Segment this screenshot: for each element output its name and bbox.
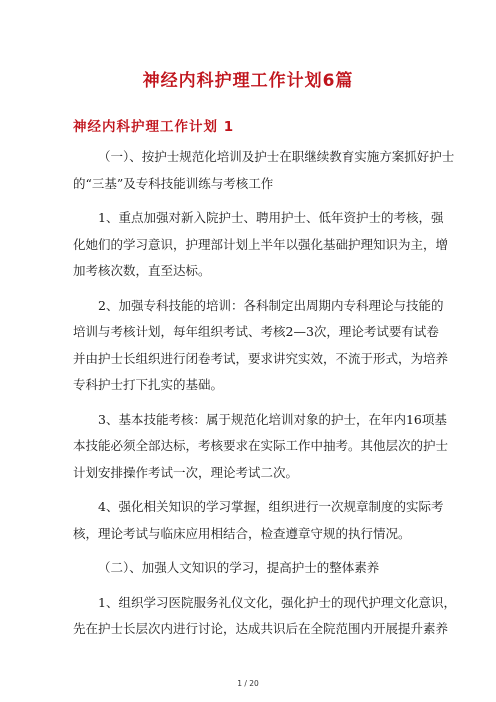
paragraph-line: 专科护士打下扎实的基础。 [73,377,224,392]
paragraph-line: 1、重点加强对新入院护士、聘用护士、低年资护士的考核，强 [98,210,444,225]
paragraph-line: 本技能必须全部达标，考核要求在实际工作中抽考。其他层次的护士 [73,438,449,453]
paragraph-line: 1、组织学习医院服务礼仪文化，强化护士的现代护理文化意识， [98,594,456,610]
paragraph-line: 2、加强专科技能的培训：各科制定出周期内专科理论与技能的 [98,297,444,313]
paragraph-line: 3、基本技能考核：属于规范化培训对象的护士，在年内16项基 [98,411,447,427]
paragraph-line: 4、强化相关知识的学习掌握，组织进行一次规章制度的实际考 [98,499,444,514]
paragraph-line: 培训与考核计划，每年组织考试、考核2—3次，理论考试要有试卷 [73,324,439,339]
paragraph [73,144,455,197]
paragraph-line: （二）、加强人文知识的学习，提高护士的整体素养 [98,560,380,575]
document-title: 神经内科护理工作计划6篇 [142,71,354,91]
paragraph [73,590,456,643]
paragraph-line: 计划安排操作考试一次，理论考试二次。 [73,464,299,480]
section-heading: 神经内科护理工作计划 1 [73,119,235,135]
paragraph-line: 化她们的学习意识，护理部计划上半年以强化基础护理知识为主，增 [73,236,449,252]
paragraph [73,293,449,399]
paragraph [73,494,444,547]
paragraph-line: 的“三基”及专科技能训练与考核工作 [73,175,274,191]
paragraph-line: 先在护士长层次内进行讨论，达成共识后在全院范围内开展提升素养 [73,621,449,636]
paragraph-line: 核，理论考试与临床应用相结合，检查遵章守规的执行情况。 [73,525,411,541]
document-body [73,144,456,651]
paragraph [73,407,449,487]
paragraph-line: 并由护士长组织进行闭卷考试，要求讲究实效，不流于形式，为培养 [73,350,449,366]
paragraph [73,205,449,285]
paragraph-line: （一）、按护士规范化培训及护士在职继续教育实施方案抓好护士 [98,149,455,164]
paragraph-line: 加考核次数，直至达标。 [73,263,211,278]
paragraph [73,555,423,582]
page-indicator: 1 / 20 [237,679,259,688]
